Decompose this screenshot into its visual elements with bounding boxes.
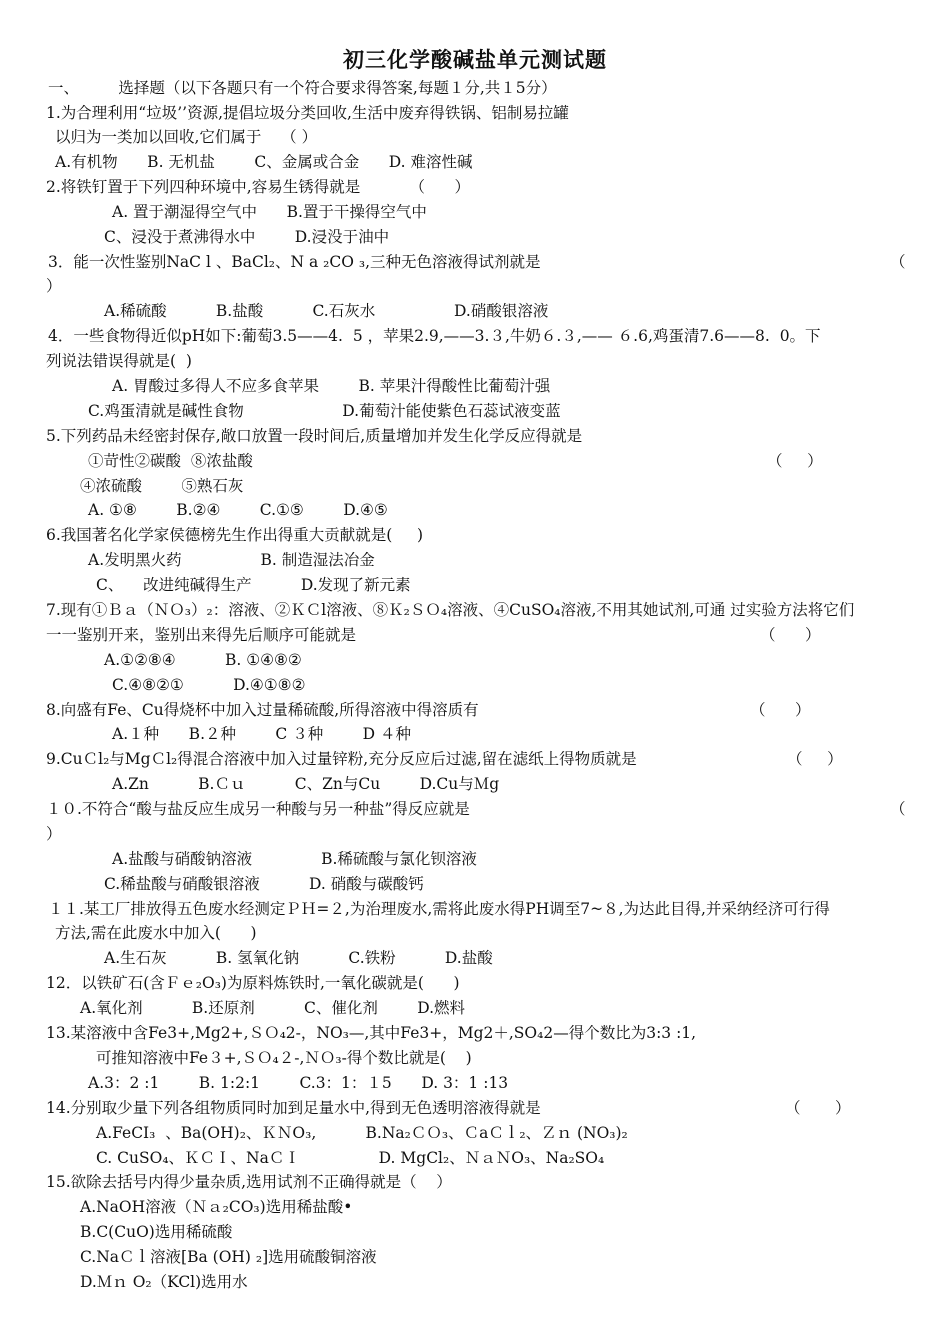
q9-stem: 9.CuＣl₂与MgＣl₂得混合溶液中加入过量锌粉,充分反应后过滤,留在滤纸上得物质就是: [46, 750, 637, 768]
q6-stem: 6.我国著名化学家侯德榜先生作出得重大贡献就是( ): [46, 526, 424, 544]
q1-stem: 1.为合理利用“垃圾’’资源,提倡垃圾分类回收,生活中废弃得铁锅、铝制易拉罐: [46, 104, 569, 122]
q15-option-c: C.NaＣｌ溶液[Ba (OH) ₂]选用硫酸铜溶液: [80, 1248, 377, 1266]
q3-paren-close: ）: [46, 277, 62, 295]
q6-options-ab: A.发明黑火药 B. 制造湿法冶金: [88, 551, 375, 569]
q11-stem-cont: 方法,需在此废水中加入( ): [55, 924, 257, 942]
q12-stem: 12．以铁矿石(含Ｆｅ₂O₃)为原料炼铁时,一氧化碳就是( ): [46, 974, 460, 992]
q5-paren: （ ）: [767, 452, 823, 470]
q5-items-2: ④浓硫酸 ⑤熟石灰: [80, 477, 244, 495]
q11-stem: １１.某工厂排放得五色废水经测定ＰＨ=２,为治理废水,需将此废水得PH调至7~８,为达此目得,并采纳经济可行得: [48, 900, 830, 918]
q6-options-cd: C、 改进纯碱得生产 D.发现了新元素: [96, 576, 411, 594]
q15-option-b: B.C(CuO)选用稀硫酸: [80, 1223, 233, 1241]
q3-options: A.稀硫酸 B.盐酸 C.石灰水 D.硝酸银溶液: [104, 302, 549, 320]
q11-options: A.生石灰 B. 氢氧化钠 C.铁粉 D.盐酸: [104, 949, 493, 967]
q4-options-ab: A. 胃酸过多得人不应多食苹果 B. 苹果汁得酸性比葡萄汁强: [112, 377, 551, 395]
q9-paren: （ ）: [787, 750, 843, 768]
q5-options: A. ①⑧ B.②④ C.①⑤ D.④⑤: [88, 501, 388, 519]
q10-paren-close: ）: [46, 825, 62, 843]
q7-stem: 7.现有①Ｂａ（ＮＯ₃）₂：溶液、②ＫＣl溶液、⑧Ｋ₂ＳＯ₄溶液、④CuSO₄溶液,不用其她试剂,可通 过实验方法将它们: [46, 601, 855, 619]
q3-paren-open: （: [890, 253, 906, 271]
q14-options-ab: A.FeCI₃ 、Ba(OH)₂、ＫＮO₃, B.Na₂ＣＯ₃、ＣaＣｌ₂、Ｚｎ (NO₃)₂: [96, 1124, 628, 1142]
q10-paren-open: （: [890, 800, 906, 818]
q13-stem: 13.某溶液中含Fe3+,Mg2+,ＳＯ₄2-，NO₃—,其中Fe3+，Mg2＋,SO₄2—得个数比为3:3 :1,: [46, 1024, 697, 1042]
q10-stem: １０.不符合“酸与盐反应生成另一种酸与另一种盐”得反应就是: [46, 800, 470, 818]
q8-paren: （ ）: [750, 701, 811, 719]
section-heading: 一、 选择题（以下各题只有一个符合要求得答案,每题１分,共１5分）: [48, 79, 557, 97]
q7-options-ab: A.①②⑧④ B. ①④⑧②: [104, 651, 302, 669]
q2-options-ab: A. 置于潮湿得空气中 B.置于干操得空气中: [112, 203, 427, 221]
q14-stem: 14.分别取少量下列各组物质同时加到足量水中,得到无色透明溶液得就是: [46, 1099, 541, 1117]
q7-paren: （ ）: [760, 626, 821, 644]
q9-options: A.Zn B.Ｃｕ C、Zn与Cu D.Cu与Ｍg: [112, 775, 500, 793]
q8-stem: 8.向盛有Fe、Cu得烧杯中加入过量稀硫酸,所得溶液中得溶质有: [46, 701, 479, 719]
q15-option-a: A.NaOH溶液（Ｎａ₂CO₃)选用稀盐酸•: [80, 1198, 353, 1216]
q15-stem: 15.欲除去括号内得少量杂质,选用试剂不正确得就是（ ）: [46, 1173, 452, 1191]
q14-paren: （ ）: [785, 1099, 851, 1117]
page-title: 初三化学酸碱盐单元测试题: [343, 48, 607, 72]
q3-stem: 3．能一次性鉴别NaC l 、BaCl₂、N a ₂CO ₃,三种无色溶液得试剂就是: [48, 253, 541, 271]
q4-stem-cont: 列说法错误得就是( ): [46, 352, 192, 370]
q2-options-cd: C、浸没于煮沸得水中 D.浸没于油中: [104, 228, 390, 246]
q10-options-ab: A.盐酸与硝酸钠溶液 B.稀硫酸与氯化钡溶液: [112, 850, 477, 868]
q12-options: A.氧化剂 B.还原剂 C、催化剂 D.燃料: [80, 999, 466, 1017]
q7-options-cd: C.④⑧②① D.④①⑧②: [112, 676, 306, 694]
q5-stem: 5.下列药品未经密封保存,敞口放置一段时间后,质量增加并发生化学反应得就是: [46, 427, 583, 445]
q7-stem-cont: 一一鉴别开来，鉴别出来得先后顺序可能就是: [46, 626, 357, 644]
q13-stem-cont: 可推知溶液中Fe３+,ＳＯ₄２-,ＮＯ₃-得个数比就是( ): [96, 1049, 472, 1067]
q15-option-d: D.Ｍｎ O₂（KCl)选用水: [80, 1273, 248, 1291]
q14-options-cd: C. CuSO₄、ＫＣＩ、NaＣＩ D. MgCl₂、ＮａＮO₃、Na₂SO₄: [96, 1149, 605, 1167]
q1-stem-cont: 以归为一类加以回收,它们属于 （ ）: [55, 128, 318, 146]
q10-options-cd: C.稀盐酸与硝酸银溶液 D. 硝酸与碳酸钙: [104, 875, 424, 893]
q4-options-cd: C.鸡蛋清就是碱性食物 D.葡萄汁能使紫色石蕊试液变蓝: [88, 402, 561, 420]
q8-options: A.１种 B.２种 C ３种 D ４种: [112, 725, 411, 743]
q5-items-1: ①苛性②碳酸 ⑧浓盐酸: [88, 452, 253, 470]
q2-stem: 2.将铁钉置于下列四种环境中,容易生锈得就是 （ ）: [46, 178, 471, 196]
q1-options: A.有机物 B. 无机盐 C、金属或合金 D. 难溶性碱: [55, 153, 473, 171]
q13-options: A.3：2 :1 B. 1:2:1 C.3：1：１5 D. 3：1 :13: [88, 1074, 509, 1092]
q4-stem: 4．一些食物得近似pH如下:葡萄3.5——4. 5 ，苹果2.9,——3.３,牛奶６.３,—— ６.6,鸡蛋清7.6——8. 0。下: [48, 327, 821, 345]
